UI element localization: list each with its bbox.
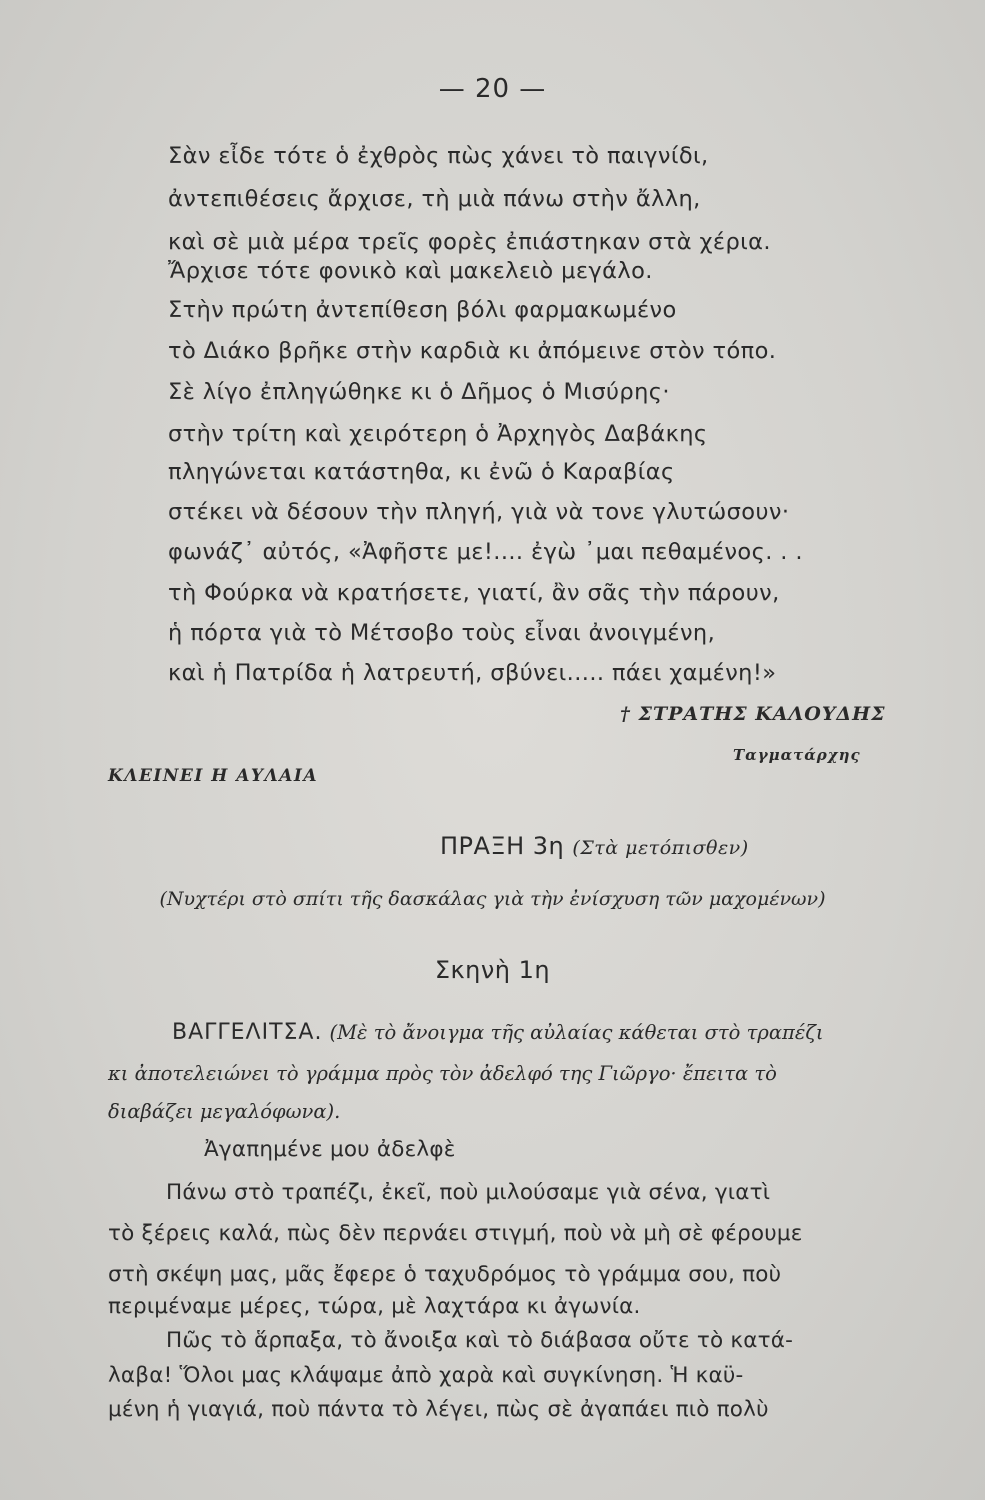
letter-salutation: Ἀγαπημένε μου ἀδελφὲ <box>204 1137 456 1162</box>
letter-line: μένη ἡ γιαγιά, ποὺ πάντα τὸ λέγει, πὼς σὲ ἀγαπάει πιὸ πολὺ <box>108 1397 769 1422</box>
letter-line: Πῶς τὸ ἅρπαξα, τὸ ἄνοιξα καὶ τὸ διάβασα οὔτε τὸ κατά- <box>166 1328 794 1353</box>
letter-line: περιμέναμε μέρες, τώρα, μὲ λαχτάρα κι ἀγωνία. <box>108 1294 641 1319</box>
poem-line: ἀντεπιθέσεις ἄρχισε, τὴ μιὰ πάνω στὴν ἄλλη, <box>168 186 701 212</box>
poem-line: Ἄρχισε τότε φονικὸ καὶ μακελειὸ μεγάλο. <box>168 258 653 284</box>
poem-line: στέκει νὰ δέσουν τὴν πληγή, γιὰ νὰ τονε γλυτώσουν· <box>168 499 790 525</box>
curtain-closes: ΚΛΕΙΝΕΙ Η ΑΥΛΑΙΑ <box>108 766 319 786</box>
letter-line: τὸ ξέρεις καλά, πὼς δὲν περνάει στιγμή, ποὺ νὰ μὴ σὲ φέρουμε <box>108 1221 803 1246</box>
letter-line: λαβα! Ὅλοι μας κλάψαμε ἀπὸ χαρὰ καὶ συγκίνηση. Ἡ καϋ- <box>108 1363 744 1388</box>
letter-line: στὴ σκέψη μας, μᾶς ἔφερε ὁ ταχυδρόμος τὸ γράμμα σου, ποὺ <box>108 1262 782 1287</box>
poem-line: καὶ ἡ Πατρίδα ἡ λατρευτή, σβύνει..... πάει χαμένη!» <box>168 660 777 686</box>
page-number: — 20 — <box>438 74 547 104</box>
speaker-line <box>172 1020 824 1045</box>
act-heading <box>440 832 749 860</box>
act-subtitle: (Στὰ μετόπισθεν) <box>572 837 749 859</box>
poem-line: πληγώνεται κατάστηθα, κι ἐνῶ ὁ Καραβίας <box>168 459 675 485</box>
poem-line: τὴ Φούρκα νὰ κρατήσετε, γιατί, ἂν σᾶς τὴν πάρουν, <box>168 580 780 606</box>
letter-line: Πάνω στὸ τραπέζι, ἐκεῖ, ποὺ μιλούσαμε γιὰ σένα, γιατὶ <box>166 1180 771 1205</box>
author-rank: Ταγματάρχης <box>733 746 861 764</box>
poem-line: στὴν τρίτη καὶ χειρότερη ὁ Ἀρχηγὸς Δαβάκης <box>168 421 708 447</box>
stage-direction: διαβάζει μεγαλόφωνα). <box>108 1100 341 1123</box>
act-title: ΠΡΑΞΗ 3η <box>440 832 565 860</box>
poem-line: Σὲ λίγο ἐπληγώθηκε κι ὁ Δῆμος ὁ Μισύρης· <box>168 379 670 405</box>
author-signature: † ΣΤΡΑΤΗΣ ΚΑΛΟΥΔΗΣ <box>620 703 886 725</box>
poem-line: ἡ πόρτα γιὰ τὸ Μέτσοβο τοὺς εἶναι ἀνοιγμένη, <box>168 620 716 646</box>
poem-line: τὸ Διάκο βρῆκε στὴν καρδιὰ κι ἀπόμεινε στὸν τόπο. <box>168 338 777 364</box>
poem-line: Στὴν πρώτη ἀντεπίθεση βόλι φαρμακωμένο <box>168 297 677 323</box>
act-setting: (Νυχτέρι στὸ σπίτι τῆς δασκάλας γιὰ τὴν ἐνίσχυση τῶν μαχομένων) <box>159 888 826 910</box>
poem-line: καὶ σὲ μιὰ μέρα τρεῖς φορὲς ἐπιάστηκαν στὰ χέρια. <box>168 229 771 255</box>
stage-direction: (Μὲ τὸ ἄνοιγμα τῆς αὐλαίας κάθεται στὸ τραπέζι <box>329 1021 824 1044</box>
speaker-name: ΒΑΓΓΕΛΙΤΣΑ. <box>172 1020 323 1045</box>
poem-line: φωνάζ᾽ αὐτός, «Ἀφῆστε με!.... ἐγὼ ᾿μαι πεθαμένος. . . <box>168 539 803 565</box>
scene-heading: Σκηνὴ 1η <box>434 956 551 984</box>
stage-direction: κι ἀποτελειώνει τὸ γράμμα πρὸς τὸν ἀδελφό της Γιῶργο· ἔπειτα τὸ <box>108 1062 777 1085</box>
poem-line: Σὰν εἶδε τότε ὁ ἐχθρὸς πὼς χάνει τὸ παιγνίδι, <box>168 143 709 169</box>
